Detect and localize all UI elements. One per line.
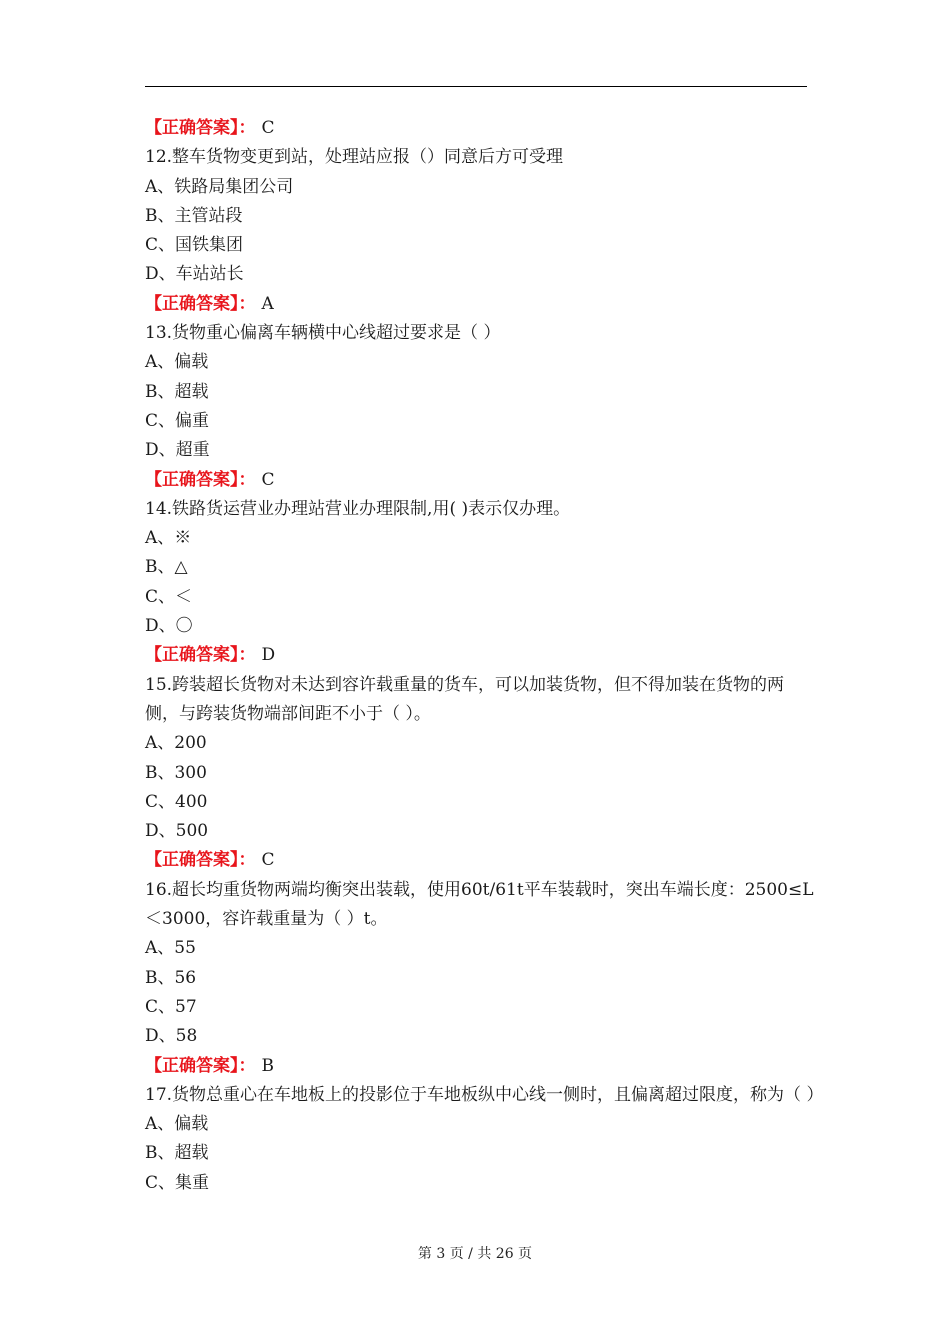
option-text: D、58: [145, 1026, 198, 1047]
option-text: A、200: [145, 733, 207, 754]
option-text: C、集重: [145, 1172, 210, 1193]
document-body: [145, 114, 824, 1198]
answer-value: B: [261, 1055, 274, 1076]
question-text: 12.整车货物变更到站，处理站应报（）同意后方可受理: [145, 147, 564, 168]
answer-value: C: [261, 469, 275, 490]
option-text: B、超载: [145, 381, 209, 402]
answer-line: [145, 1052, 815, 1081]
option-text: A、偏载: [145, 352, 209, 373]
answer-label: 【正确答案】：: [145, 469, 256, 490]
option-text: A、铁路局集团公司: [145, 176, 294, 197]
answer-line: [145, 846, 815, 875]
question-text: 16.超长均重货物两端均衡突出装载，使用60t/61t平车装载时，突出车端长度：2500≤L＜3000，容许载重量为（ ）t。: [145, 879, 814, 930]
answer-line: [145, 641, 815, 670]
option-text: D、〇: [145, 616, 193, 637]
option-text: C、偏重: [145, 410, 210, 431]
answer-value: A: [261, 293, 274, 314]
question-text: 14.铁路货运营业办理站营业办理限制,用( )表示仅办理。: [145, 498, 571, 519]
answer-label: 【正确答案】：: [145, 118, 256, 138]
option-text: D、超重: [145, 440, 210, 461]
answer-line: [145, 290, 815, 319]
option-text: A、55: [145, 938, 196, 959]
option-text: B、300: [145, 762, 207, 783]
answer-value: D: [261, 645, 276, 666]
option-text: A、※: [145, 528, 192, 549]
option-text: C、国铁集团: [145, 235, 244, 256]
answer-label: 【正确答案】：: [145, 645, 256, 666]
option-text: B、超载: [145, 1143, 209, 1164]
option-text: C、＜: [145, 586, 193, 607]
answer-line: [145, 114, 815, 143]
option-text: D、500: [145, 821, 209, 842]
answer-value: C: [261, 850, 275, 871]
answer-line: [145, 466, 815, 495]
option-text: C、400: [145, 791, 208, 812]
answer-label: 【正确答案】：: [145, 293, 256, 314]
answer-label: 【正确答案】：: [145, 1055, 256, 1076]
answer-value: C: [261, 118, 275, 138]
option-text: A、偏载: [145, 1114, 209, 1135]
question-text: 17.货物总重心在车地板上的投影位于车地板纵中心线一侧时，且偏离超过限度，称为（ ）: [145, 1084, 824, 1105]
page-footer: 第 3 页 / 共 26 页: [417, 1246, 533, 1262]
question-text: 13.货物重心偏离车辆横中心线超过要求是（ ）: [145, 323, 501, 344]
question-text: 15.跨装超长货物对未达到容许载重量的货车，可以加装货物，但不得加装在货物的两侧，与跨装货物端部间距不小于（ ）。: [145, 674, 785, 724]
option-text: B、主管站段: [145, 205, 243, 226]
option-text: B、56: [145, 967, 197, 988]
option-text: D、车站站长: [145, 264, 244, 285]
option-text: B、△: [145, 557, 188, 578]
header-rule: [145, 86, 807, 87]
answer-label: 【正确答案】：: [145, 850, 256, 871]
option-text: C、57: [145, 996, 197, 1017]
